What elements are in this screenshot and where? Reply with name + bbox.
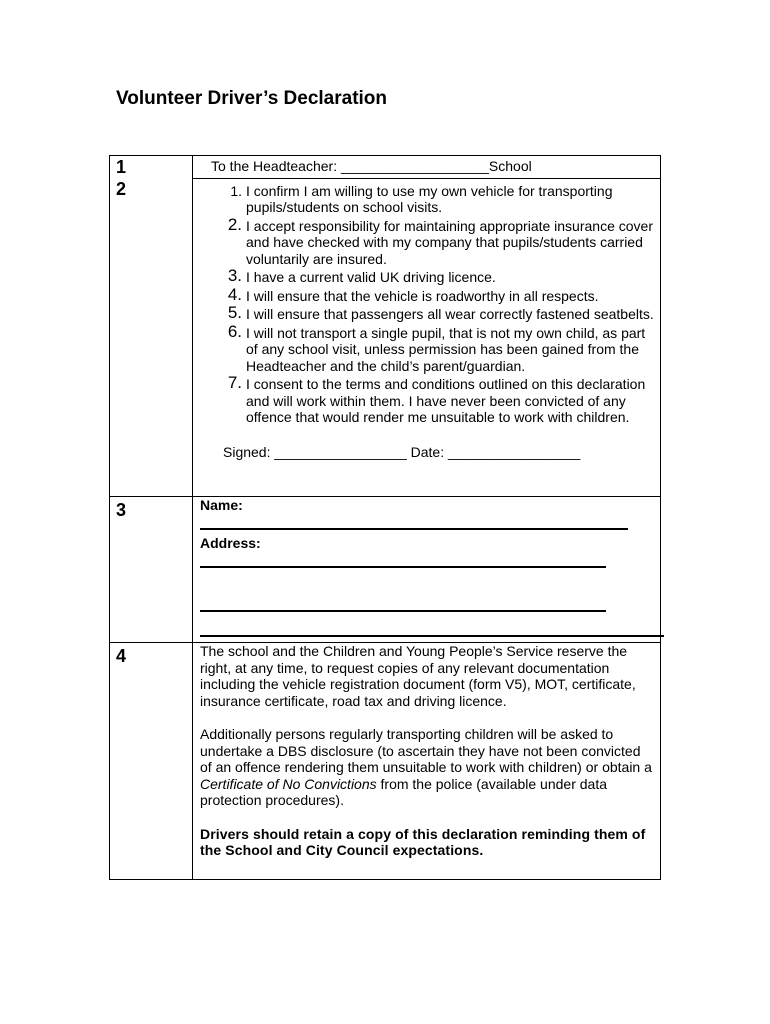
row-number-4: 4 [110, 643, 193, 880]
name-address-section [193, 497, 661, 643]
address-label: Address: [200, 534, 261, 551]
retain-copy-notice: Drivers should retain a copy of this declaration reminding them of the School and City Council expectations. [200, 825, 646, 858]
declaration-table [109, 155, 661, 880]
signature-date-line: Signed: _________________ Date: _________________ [223, 443, 581, 460]
list-item: 5. I will ensure that passengers all wear correctly fastened seatbelts. [227, 303, 654, 322]
table-row-3 [110, 497, 661, 643]
dbs-paragraph: Additionally persons regularly transporting children will be asked to undertake a DBS disclosure (to ascertain they have not been convicted of an offence rendering them unsuitable to work with children) or obtain a Certificate of No Convictions from the police (available under data protection procedures). [200, 726, 652, 808]
table-row-2 [110, 178, 661, 497]
address-entry-line-2 [200, 610, 606, 612]
list-item: 1. I confirm I am willing to use my own vehicle for transporting pupils/students on school visits. [230, 182, 613, 215]
headteacher-school-line: To the Headteacher: ___________________School [193, 156, 661, 179]
name-entry-line [200, 528, 628, 530]
table-row-1 [110, 156, 661, 179]
document-title: Volunteer Driver’s Declaration [116, 88, 388, 109]
certificate-no-convictions: Certificate of No Convictions [200, 775, 377, 792]
list-item: 6. I will not transport a single pupil, that is not my own child, as part of any school visit, unless permission has been gained from the Headteacher and the child’s parent/guardian. [227, 321, 646, 374]
conditions-section [193, 643, 661, 880]
list-item: 2. I accept responsibility for maintaining appropriate insurance cover and have checked with my company that pupils/students carried voluntarily are insured. [227, 214, 653, 267]
list-item: 3. I have a current valid UK driving licence. [227, 266, 496, 285]
documentation-paragraph: The school and the Children and Young People’s Service reserve the right, at any time, to request copies of any relevant documentation including the vehicle registration document (form V5), MOT, certificate, insurance certificate, road tax and driving licence. [200, 643, 636, 709]
declaration-list [200, 183, 656, 426]
list-item: 4. I will ensure that the vehicle is roadworthy in all respects. [227, 284, 599, 304]
address-entry-line-3 [200, 635, 664, 637]
table-row-4 [110, 643, 661, 880]
row-number-3: 3 [110, 497, 193, 643]
name-label: Name: [200, 497, 243, 513]
row-number-2: 2 [110, 178, 193, 497]
declaration-statements [193, 178, 661, 497]
list-item: 7. I consent to the terms and conditions outlined on this declaration and will work within them. I have never been convicted of any offence that would render me unsuitable to work with children. [227, 373, 646, 425]
address-entry-line-1 [200, 566, 606, 568]
row-number-1: 1 [110, 156, 193, 179]
